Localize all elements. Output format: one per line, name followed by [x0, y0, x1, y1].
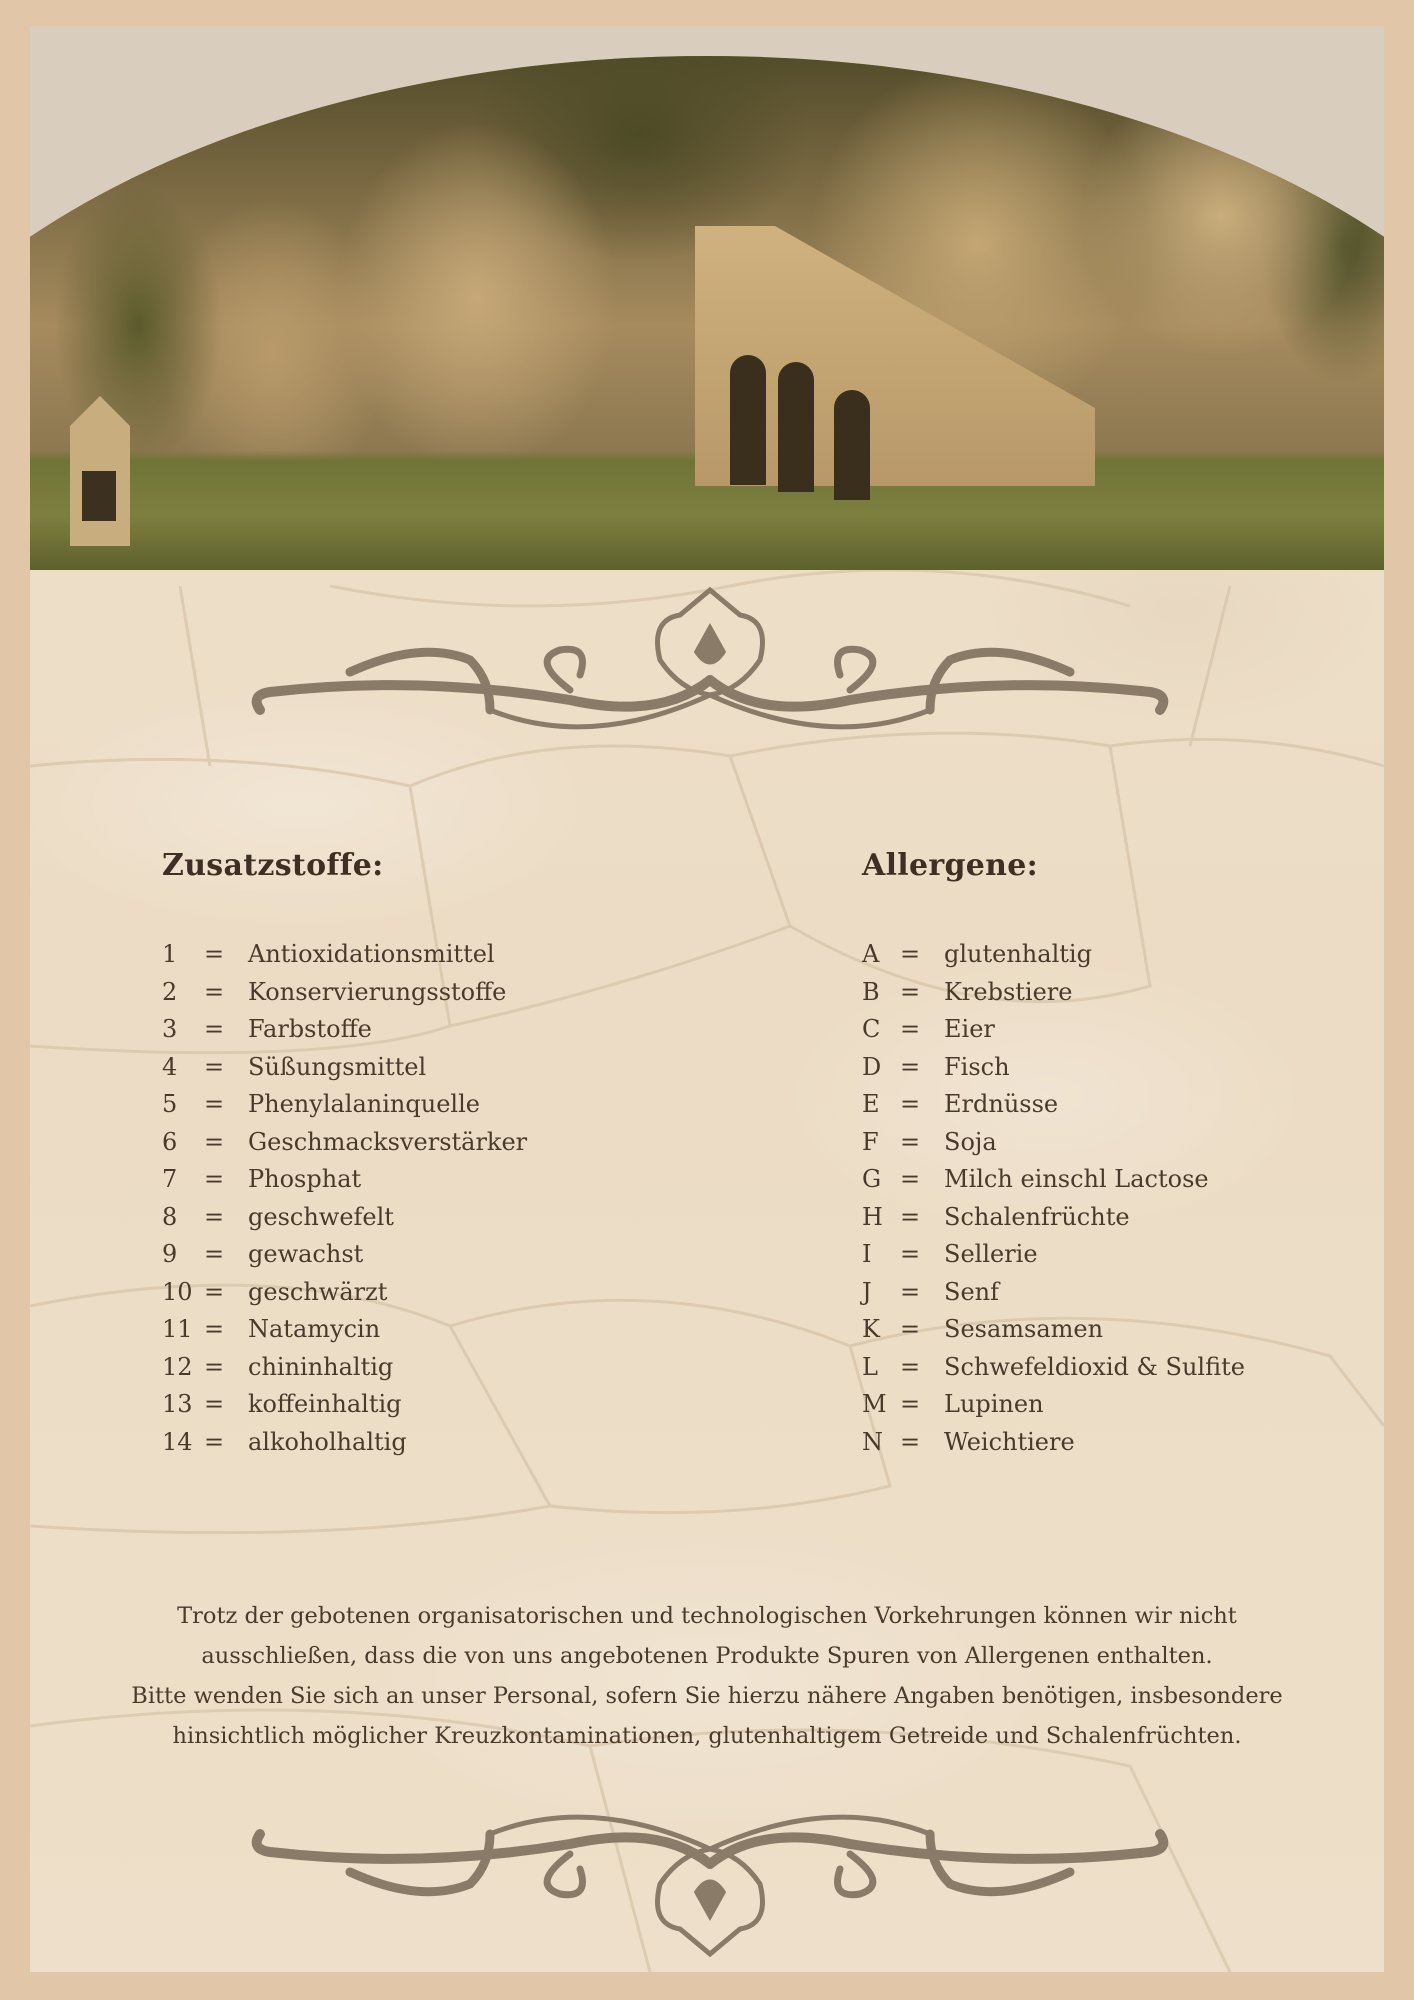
additive-row: 4 = Süßungsmittel [162, 1052, 427, 1081]
additive-row: 12 = chininhaltig [162, 1352, 394, 1381]
notice-line: ausschließen, dass die von uns angebotenen Produkte Spuren von Allergenen enthalten. [201, 1643, 1213, 1669]
allergens-list [862, 936, 1245, 1461]
allergen-row: M = Lupinen [862, 1390, 1044, 1418]
allergen-row: K = Sesamsamen [862, 1315, 1104, 1343]
allergen-row: N = Weichtiere [862, 1427, 1075, 1456]
additives-list [162, 936, 527, 1461]
hero-photo [30, 26, 1384, 570]
additive-row: 10 = geschwärzt [162, 1277, 388, 1306]
allergen-row: J = Senf [862, 1277, 999, 1306]
notice-line: Bitte wenden Sie sich an unser Personal, sofern Sie hierzu nähere Angaben benötigen, insbesondere [131, 1683, 1283, 1709]
allergen-row: E = Erdnüsse [862, 1090, 1059, 1118]
allergen-row: B = Krebstiere [862, 977, 1073, 1006]
allergen-row: F = Soja [862, 1127, 997, 1156]
notice-line: hinsichtlich möglicher Kreuzkontaminationen, glutenhaltigem Getreide und Schalenfrüchten. [172, 1723, 1242, 1749]
allergen-row: I = Sellerie [862, 1240, 1038, 1268]
arch-doorway [834, 390, 870, 500]
arch-doorway [778, 362, 814, 492]
additive-row: 5 = Phenylalaninquelle [162, 1090, 480, 1118]
ornament-bottom-icon [240, 1794, 1180, 1964]
menu-page [30, 26, 1384, 1972]
additive-row: 9 = gewachst [162, 1240, 364, 1268]
additive-row: 3 = Farbstoffe [162, 1015, 372, 1043]
allergen-row: D = Fisch [862, 1052, 1010, 1081]
notice-line: Trotz der gebotenen organisatorischen und technologischen Vorkehrungen können wir nicht [177, 1603, 1237, 1629]
additive-row: 14 = alkoholhaltig [162, 1427, 407, 1456]
additives-heading: Zusatzstoffe: [162, 848, 384, 883]
allergen-row: C = Eier [862, 1015, 995, 1043]
allergens-heading: Allergene: [862, 848, 1038, 883]
allergen-notice [70, 1596, 1344, 1756]
additive-row: 8 = geschwefelt [162, 1202, 394, 1231]
arch-doorway [730, 355, 766, 485]
additive-row: 1 = Antioxidationsmittel [162, 940, 495, 968]
allergen-row: A = glutenhaltig [862, 940, 1092, 968]
additive-row: 6 = Geschmacksverstärker [162, 1127, 528, 1156]
hut-door [82, 471, 116, 521]
additive-row: 7 = Phosphat [162, 1165, 362, 1193]
allergen-row: H = Schalenfrüchte [862, 1202, 1130, 1231]
allergen-row: L = Schwefeldioxid & Sulfite [862, 1352, 1245, 1381]
additive-row: 2 = Konservierungsstoffe [162, 977, 507, 1006]
ornament-top-icon [240, 580, 1180, 750]
additive-row: 11 = Natamycin [162, 1315, 381, 1343]
allergen-row: G = Milch einschl Lactose [862, 1165, 1209, 1193]
additive-row: 13 = koffeinhaltig [162, 1390, 402, 1418]
